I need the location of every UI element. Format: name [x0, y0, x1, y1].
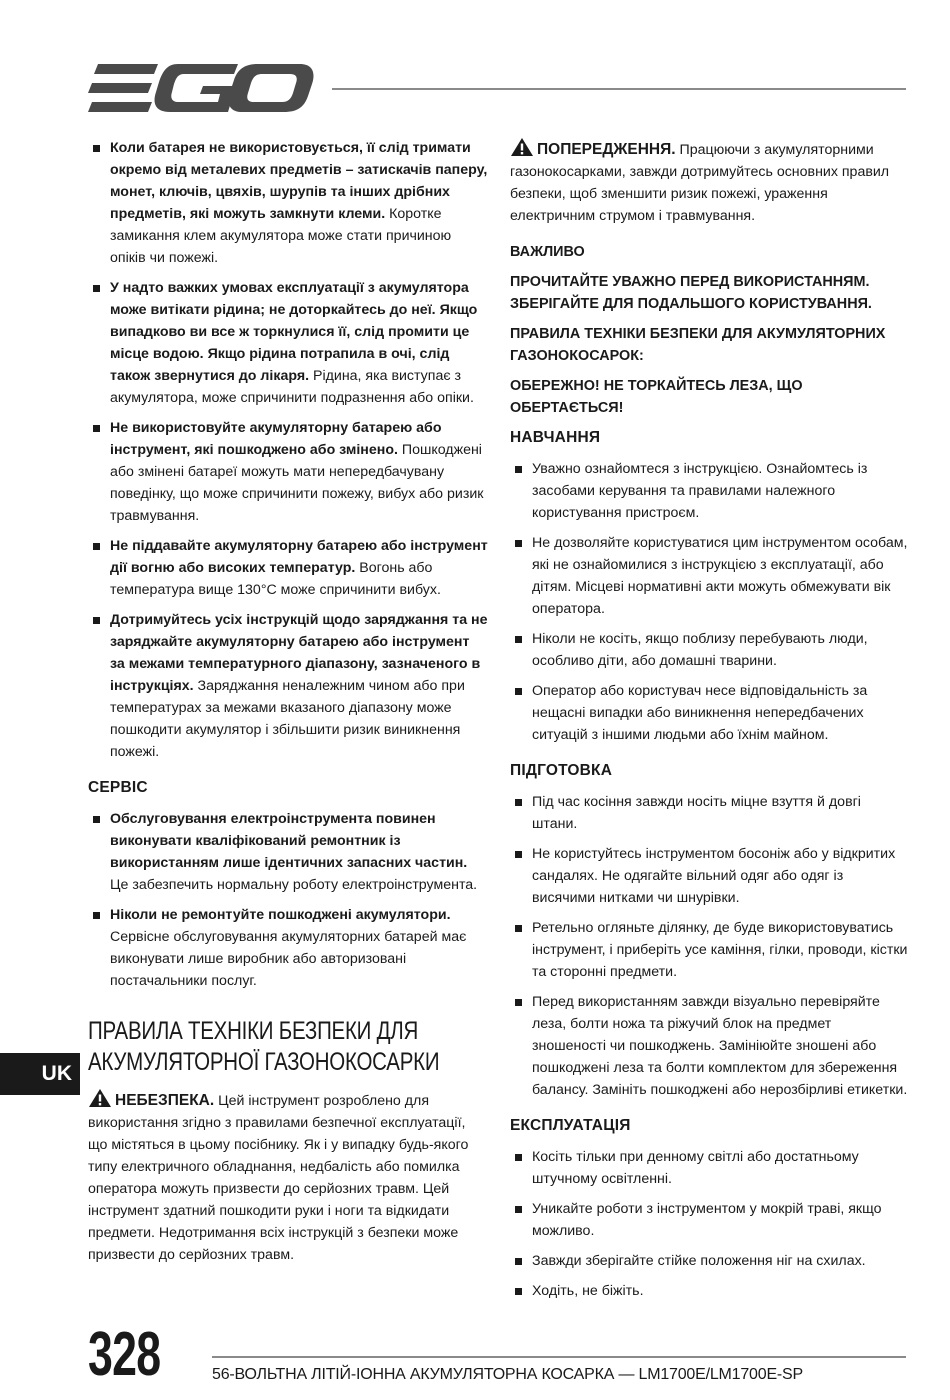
right-column [510, 137, 908, 1310]
battery-safety-list [88, 137, 488, 763]
training-list [510, 458, 908, 746]
blade-caution: ОБЕРЕЖНО! НЕ ТОРКАЙТЕСЬ ЛЕЗА, ЩО ОБЕРТАЄТЬСЯ! [510, 378, 803, 416]
list-item: Коли батарея не використовується, її слід тримати окремо від металевих предметів – затискачів паперу, монет, ключів, цвяхів, шурупів та інших дрібних предметів, які можуть замкнути клеми. Коротке замикання клем акумулятора може стати причиною опіків чи пожежі. [88, 137, 488, 269]
warning-triangle-icon [510, 137, 534, 157]
list-item: Не дозволяйте користуватися цим інструментом особам, які не ознайомилися з інструкцією з експлуатації, або дітям. Місцеві нормативні акти можуть обмежувати вік оператора. [510, 532, 908, 620]
list-item: Не використовуйте акумуляторну батарею або інструмент, які пошкоджено або змінено. Пошкоджені або змінені батареї можуть мати непередбачувану поведінку, що може спричинити пожежу, вибух або ризик травмування. [88, 417, 488, 527]
warning-paragraph: ПОПЕРЕДЖЕННЯ. Працюючи з акумуляторними газонокосарками, завжди дотримуйтесь основних правил безпеки, щоб зменшити ризик пожежі, ураження електричним струмом і травмування. [510, 137, 908, 227]
preparation-heading: ПІДГОТОВКА [510, 762, 613, 779]
page-number: 328 [88, 1320, 161, 1389]
list-item: Під час косіння завжди носіть міцне взуття й довгі штани. [510, 791, 908, 835]
training-heading: НАВЧАННЯ [510, 429, 601, 446]
footer-rule [212, 1356, 906, 1358]
warning-triangle-icon [88, 1088, 112, 1108]
ego-logo [88, 60, 314, 118]
left-column [88, 137, 488, 1266]
list-item: Ретельно огляньте ділянку, де буде використовуватись інструмент, і приберіть усе каміння, гілки, проводи, кістки та сторонні предмети. [510, 917, 908, 983]
list-item: Не піддавайте акумуляторну батарею або інструмент дії вогню або високих температур. Вогонь або температура вище 130°C може спричинити вибух. [88, 535, 488, 601]
header-rule [332, 88, 906, 90]
operation-list [510, 1146, 908, 1302]
section-title: ПРАВИЛА ТЕХНІКИ БЕЗПЕКИ ДЛЯ АКУМУЛЯТОРНОЇ ГАЗОНОКОСАРКИ [88, 1017, 440, 1076]
list-item: Уважно ознайомтеся з інструкцією. Ознайомтесь із засобами керування та правилами належного користування пристроєм. [510, 458, 908, 524]
list-item: Ніколи не ремонтуйте пошкоджені акумулятори. Сервісне обслуговування акумуляторних батарей має виконувати лише виробник або авторизовані постачальники послуг. [88, 904, 488, 992]
list-item: Обслуговування електроінструмента повинен виконувати кваліфікований ремонтник із використанням лише ідентичних запасних частин. Це забезпечить нормальну роботу електроінструмента. [88, 808, 488, 896]
rules-heading: ПРАВИЛА ТЕХНІКИ БЕЗПЕКИ ДЛЯ АКУМУЛЯТОРНИХ ГАЗОНОКОСАРОК: [510, 326, 886, 364]
list-item: Уникайте роботи з інструментом у мокрій траві, якщо можливо. [510, 1198, 908, 1242]
read-carefully-notice: ПРОЧИТАЙТЕ УВАЖНО ПЕРЕД ВИКОРИСТАННЯМ. ЗБЕРІГАЙТЕ ДЛЯ ПОДАЛЬШОГО КОРИСТУВАННЯ. [510, 274, 872, 312]
list-item: Ходіть, не біжіть. [510, 1280, 908, 1302]
danger-paragraph: НЕБЕЗПЕКА. Цей інструмент розроблено для використання згідно з правилами безпечної експлуатації, що містяться в цьому посібнику. Як і у випадку будь-якого типу електричного обладнання, недбалість або помилка оператора можуть призвести до серйозних травм. Цей інструмент здатний пошкодити руки і ноги та відкидати предмети. Недотримання всіх інструкцій з безпеки може призвести до серйозних травм. [88, 1088, 488, 1266]
list-item: Завжди зберігайте стійке положення ніг на схилах. [510, 1250, 908, 1272]
list-item: Дотримуйтесь усіх інструкцій щодо заряджання та не заряджайте акумуляторну батарею або інструмент за межами температурного діапазону, зазначеного в інструкціях. Заряджання неналежним чином або при температурах за межами вказаного діапазону може пошкодити акумулятор і збільшити ризик виникнення пожежі. [88, 609, 488, 763]
list-item: Перед використанням завжди візуально перевіряйте леза, болти ножа та ріжучий блок на предмет зношеності чи пошкоджень. Замініюйте зношені або пошкоджені леза та болти комплектом для збереження балансу. Замініть пошкоджені або нерозбірливі етикетки. [510, 991, 908, 1101]
list-item: Оператор або користувач несе відповідальність за нещасні випадки або виникнення непередбачених ситуацій з іншими людьми або їхнім майном. [510, 680, 908, 746]
footer-title: 56-ВОЛЬТНА ЛІТІЙ-ІОННА АКУМУЛЯТОРНА КОСАРКА — LM1700E/LM1700E-SP [212, 1366, 803, 1383]
language-tab: UK [0, 1053, 80, 1095]
service-list [88, 808, 488, 992]
operation-heading: ЕКСПЛУАТАЦІЯ [510, 1117, 631, 1134]
list-item: Ніколи не косіть, якщо поблизу перебувають люди, особливо діти, або домашні тварини. [510, 628, 908, 672]
service-heading: СЕРВІС [88, 779, 148, 796]
list-item: Не користуйтесь інструментом босоніж або у відкритих сандалях. Не одягайте вільний одяг або одяг із висячими нитками чи шнурівки. [510, 843, 908, 909]
important-label: ВАЖЛИВО [510, 244, 585, 260]
preparation-list [510, 791, 908, 1101]
list-item: У надто важких умовах експлуатації з акумулятора може витікати рідина; не доторкайтесь до неї. Якщо випадково ви все ж торкнулися її, слід промити це місце водою. Якщо рідина потрапила в очі, слід також звернутися до лікаря. Рідина, яка виступає з акумулятора, може спричинити подразнення або опіки. [88, 277, 488, 409]
list-item: Косіть тільки при денному світлі або достатньому штучному освітленні. [510, 1146, 908, 1190]
